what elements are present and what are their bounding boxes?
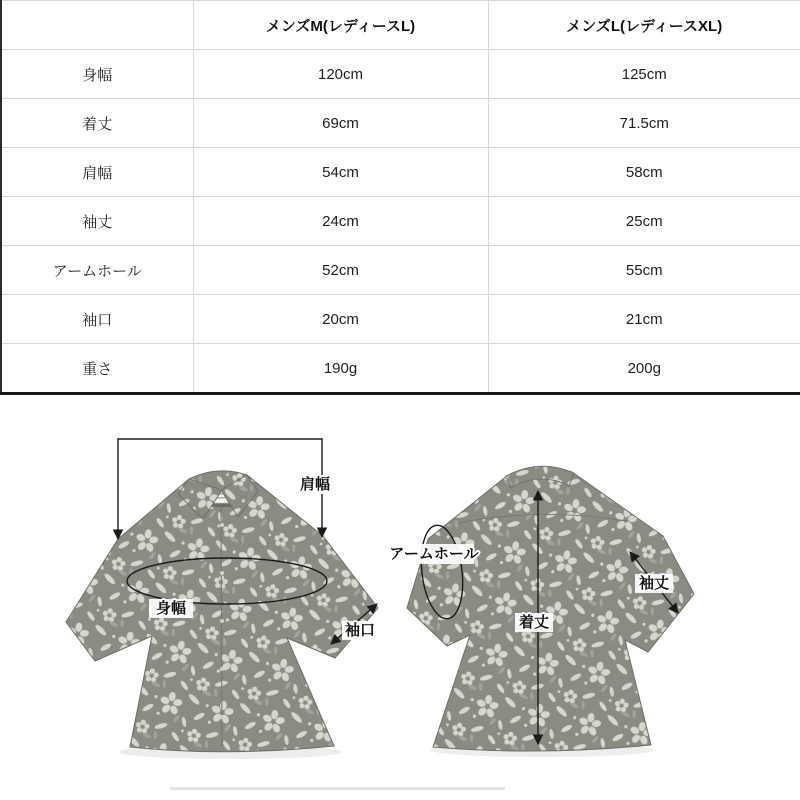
- cell-value: 52cm: [193, 246, 488, 295]
- cell-value: 120cm: [193, 50, 488, 99]
- table-row: [1, 148, 800, 197]
- row-label: 着丈: [1, 99, 193, 148]
- table-row: [1, 295, 800, 344]
- table-row: [1, 50, 800, 99]
- row-label: 身幅: [1, 50, 193, 99]
- cell-value: 190g: [193, 344, 488, 394]
- body-length-label: [515, 613, 553, 632]
- cell-value: 25cm: [488, 197, 800, 246]
- svg-text:アームホール: アームホール: [389, 545, 479, 563]
- table-row: [1, 344, 800, 394]
- table-row: [1, 197, 800, 246]
- cell-value: 69cm: [193, 99, 488, 148]
- table-row: [1, 246, 800, 295]
- row-label: 袖丈: [1, 197, 193, 246]
- sleeve-length-label: [635, 574, 673, 593]
- body-width-label: [149, 599, 193, 618]
- product-measurement-diagram: [0, 395, 800, 799]
- front-shirt-illustration: [66, 471, 378, 752]
- table-row: [1, 99, 800, 148]
- back-shirt-illustration: [407, 466, 694, 751]
- svg-text:袖口: 袖口: [344, 622, 376, 639]
- svg-text:袖丈: 袖丈: [638, 575, 670, 592]
- cell-value: 71.5cm: [488, 99, 800, 148]
- cell-value: 21cm: [488, 295, 800, 344]
- cell-value: 24cm: [193, 197, 488, 246]
- cell-value: 58cm: [488, 148, 800, 197]
- svg-text:着丈: 着丈: [518, 614, 550, 631]
- cell-value: 200g: [488, 344, 800, 394]
- measurement-diagram-section: [0, 395, 800, 799]
- table-header-row: [1, 1, 800, 50]
- cuff-label: [342, 621, 379, 640]
- size-chart-table: [0, 0, 800, 395]
- cell-value: 20cm: [193, 295, 488, 344]
- armhole-label: [389, 544, 479, 564]
- cell-value: 125cm: [488, 50, 800, 99]
- row-label: 重さ: [1, 344, 193, 394]
- shoulder-width-label: [294, 475, 336, 494]
- cell-value: 54cm: [193, 148, 488, 197]
- column-header-size-l: メンズL(レディースXL): [488, 1, 800, 50]
- svg-text:肩幅: 肩幅: [299, 476, 331, 493]
- row-label: 袖口: [1, 295, 193, 344]
- cell-value: 55cm: [488, 246, 800, 295]
- column-header-size-m: メンズM(レディースL): [193, 1, 488, 50]
- column-header-blank: [1, 1, 193, 50]
- row-label: アームホール: [1, 246, 193, 295]
- row-label: 肩幅: [1, 148, 193, 197]
- svg-text:身幅: 身幅: [155, 600, 187, 617]
